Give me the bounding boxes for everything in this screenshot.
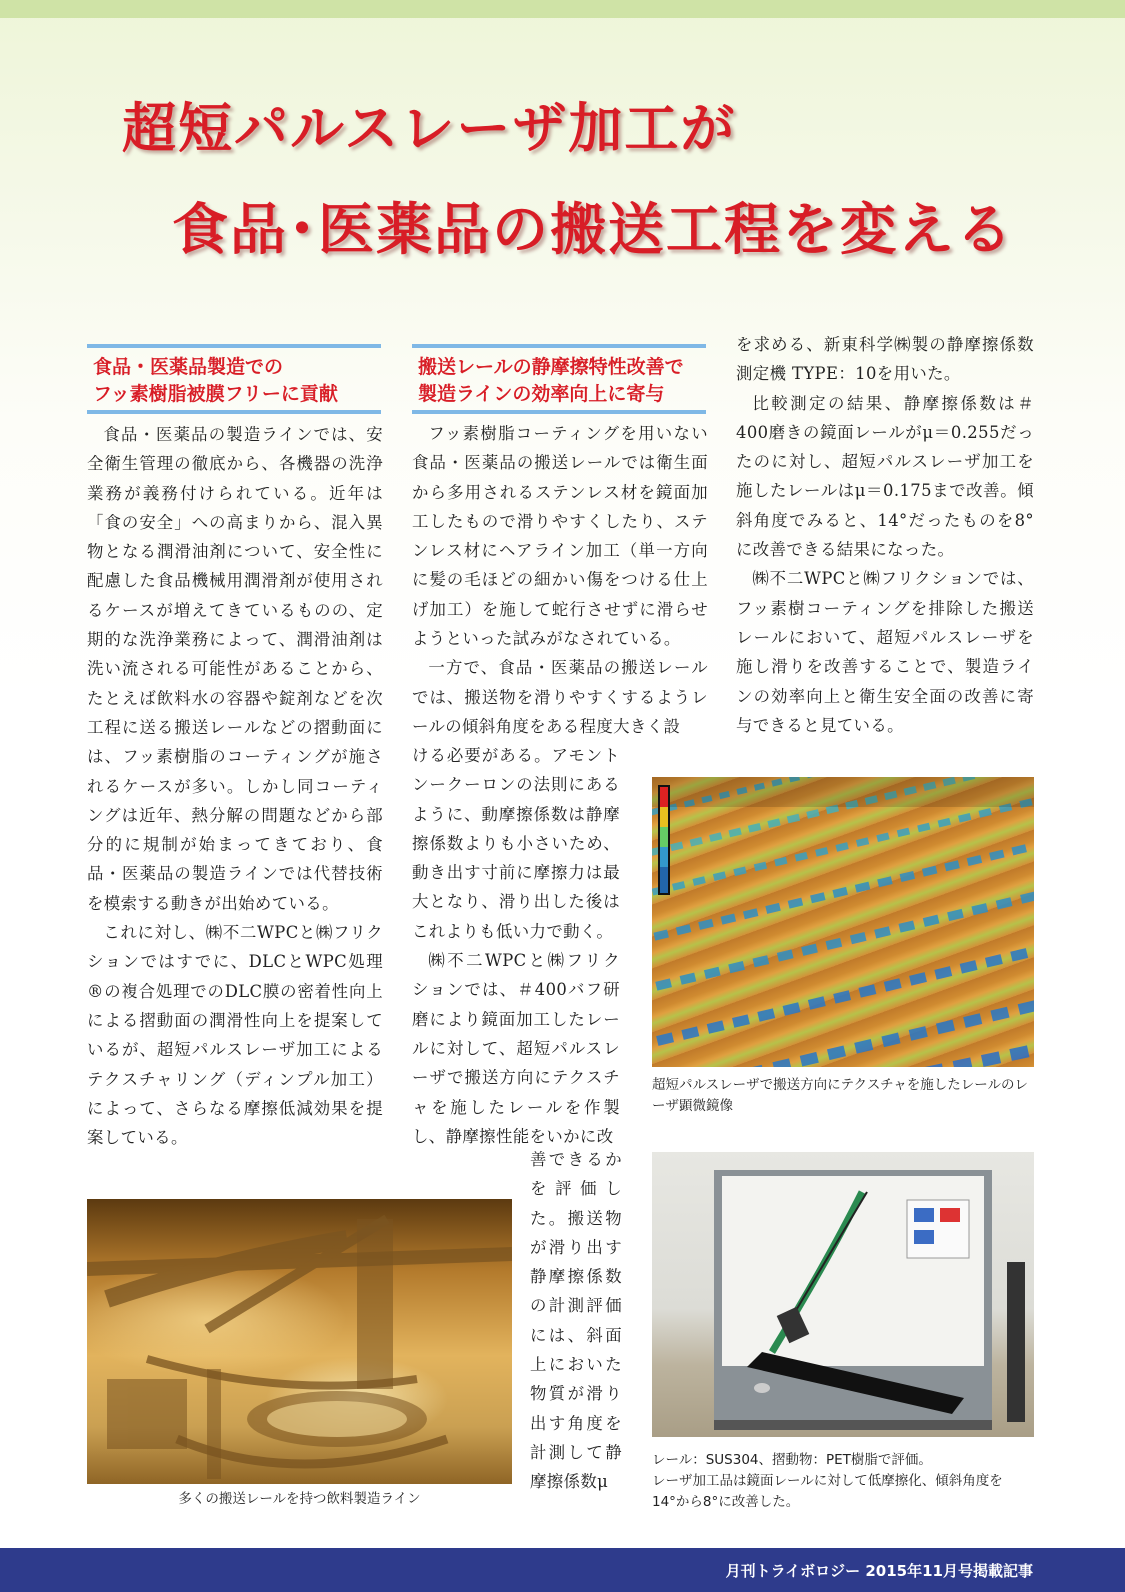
page-title-line2: 食品･医薬品の搬送工程を変える (172, 197, 1014, 263)
top-band (0, 0, 1125, 18)
section2-body-top (412, 419, 708, 741)
section3-body (736, 330, 1034, 740)
section2-body-bottom (530, 1145, 622, 1497)
tester-caption (652, 1450, 1052, 1513)
section2-heading-line2: 製造ラインの効率向上に寄与 (418, 383, 665, 405)
tester-caption-line3: 14°から8°に改善した。 (652, 1494, 800, 1510)
page-title-line1: 超短パルスレーザ加工が (122, 96, 737, 160)
friction-tester-image (652, 1152, 1034, 1437)
section2-paragraph: ㈱不二WPCと㈱フリクションでは、＃400バフ研磨により鏡面加工したレールに対して、超短パルスレーザで搬送方向にテクスチャを施したレールを作製し、静摩擦性能をいかに改 (412, 951, 620, 1146)
section2-heading (412, 344, 706, 414)
micrograph-caption: 超短パルスレーザで搬送方向にテクスチャを施したレールのレーザ顕微鏡像 (652, 1077, 1028, 1114)
section1-heading-line1: 食品・医薬品製造での (93, 356, 284, 378)
section2-paragraph: 善できるかを評価した。搬送物が滑り出す静摩擦係数の計測評価には、斜面上においた物質が滑り出す角度を計測して静摩擦係数μ (530, 1150, 622, 1492)
section2-heading-line1: 搬送レールの静摩擦特性改善で (418, 356, 684, 378)
section3-paragraph: ㈱不二WPCと㈱フリクションでは、フッ素樹コーティングを排除した搬送レールにおいて、超短パルスレーザを施し滑りを改善することで、製造ラインの効率向上と衛生安全面の改善に寄与できると見ている。 (736, 569, 1034, 735)
section3-paragraph: を求める、新東科学㈱製の静摩擦係数測定機 TYPE：10を用いた。 (736, 335, 1034, 384)
section1-paragraph: 食品・医薬品の製造ラインでは、安全衛生管理の徹底から、各機器の洗浄業務が義務付けられている。近年は「食の安全」への高まりから、混入異物となる潤滑油剤について、安全性に配慮した食品機械用潤滑剤が使用されるケースが増えてきているものの、定期的な洗浄業務によって、潤滑油剤は洗い流される可能性があることから、たとえば飲料水の容器や錠剤などを次工程に送る搬送レールなどの摺動面には、フッ素樹脂のコーティングが施されるケースが多い。しかし同コーティングは近年、熱分解の問題などから部分的に規制が始まってきており、食品・医薬品の製造ラインでは代替技術を模索する動きが出始めている。 (87, 425, 383, 913)
section1-heading (87, 344, 381, 414)
footer-source-text: 月刊トライボロジー 2015年11月号掲載記事 (725, 1562, 1033, 1580)
section1-body (87, 420, 383, 1152)
footer-bar (0, 1548, 1125, 1592)
section1-heading-line2: フッ素樹脂被膜フリーに貢献 (93, 383, 338, 405)
section3-paragraph: 比較測定の結果、静摩擦係数は＃400磨きの鏡面レールがμ＝0.255だったのに対し、超短パルスレーザ加工を施したレールはμ＝0.175まで改善。傾斜角度でみると、14°だったものを8°に改善できる結果になった。 (736, 393, 1034, 560)
tester-caption-line1: レール：SUS304、摺動物：PET樹脂で評価。 (652, 1452, 932, 1468)
section2-paragraph: ける必要がある。アモントンークーロンの法則にあるように、動摩擦係数は静摩擦係数よりも小さいため、動き出す寸前に摩擦力は最大となり、滑り出した後はこれよりも低い力で動く。 (412, 746, 620, 941)
section2-body-middle (412, 741, 620, 1151)
section2-paragraph: フッ素樹脂コーティングを用いない食品・医薬品の搬送レールでは衛生面から多用されるステンレス材を鏡面加工したもので滑りやすくしたり、ステンレス材にヘアライン加工（単一方向に髪の毛ほどの細かい傷をつける仕上げ加工）を施して蛇行させずに滑らせようといった試みがなされている。 (412, 424, 708, 649)
factory-line-image (87, 1199, 512, 1484)
section1-paragraph: これに対し、㈱不二WPCと㈱フリクションではすでに、DLCとWPC処理®の複合処理でのDLC膜の密着性向上による摺動面の潤滑性向上を提案しているが、超短パルスレーザ加工によるテクスチャリング（ディンプル加工）によって、さらなる摩擦低減効果を提案している。 (87, 923, 383, 1148)
laser-micrograph-image (652, 777, 1034, 1067)
tester-caption-line2: レーザ加工品は鏡面レールに対して低摩擦化、傾斜角度を (652, 1473, 1003, 1489)
factory-caption: 多くの搬送レールを持つ飲料製造ライン (178, 1491, 421, 1507)
section2-paragraph: 一方で、食品・医薬品の搬送レールでは、搬送物を滑りやすくするようレールの傾斜角度をある程度大きく設 (412, 658, 708, 736)
